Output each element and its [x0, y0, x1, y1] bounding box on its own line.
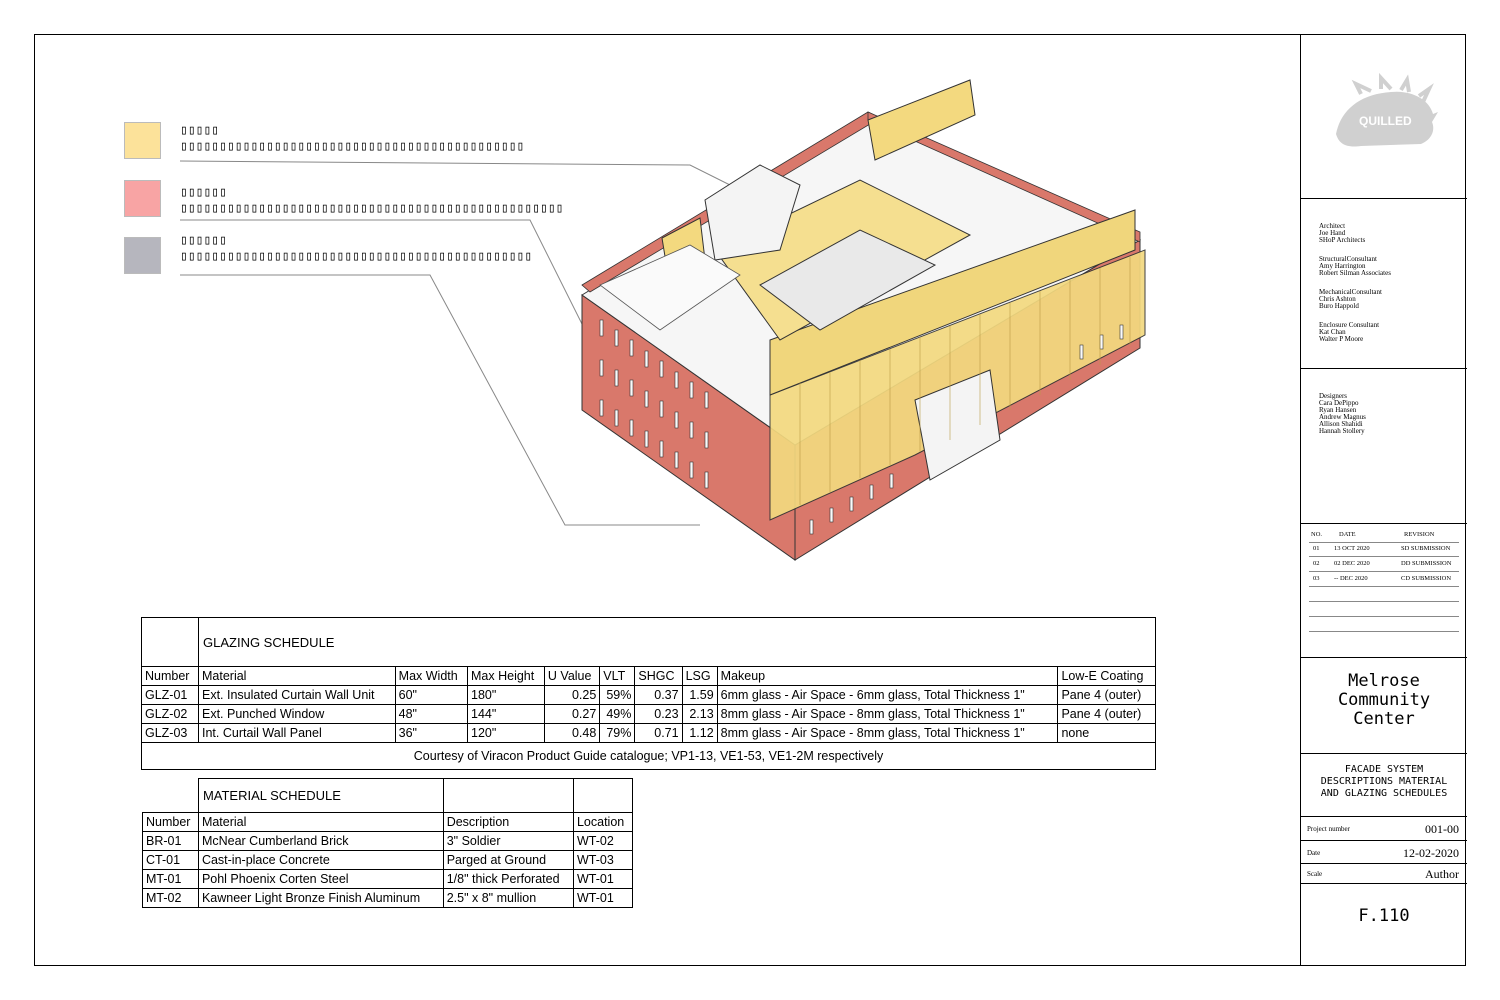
revision-header: DATE — [1339, 531, 1356, 538]
table-cell: 0.71 — [635, 724, 682, 743]
consultant-name: Kat Chan — [1319, 328, 1346, 336]
project-name: Melrose Community Center — [1337, 671, 1431, 729]
designer-name: Ryan Hansen — [1319, 406, 1357, 414]
glazing-schedule-title: GLAZING SCHEDULE — [199, 618, 1156, 667]
table-cell: none — [1058, 724, 1156, 743]
glazing-schedule-table — [141, 617, 1156, 770]
table-cell: 120" — [468, 724, 545, 743]
table-cell: 0.37 — [635, 686, 682, 705]
date-label: Date — [1307, 849, 1321, 857]
sheet-title: FACADE SYSTEM DESCRIPTIONS MATERIAL AND GLAZING SCHEDULES — [1320, 764, 1448, 799]
table-cell: 0.27 — [544, 705, 599, 724]
material-schedule-title: MATERIAL SCHEDULE — [198, 779, 443, 813]
glazing-footnote: Courtesy of Viracon Product Guide catalogue; VP1-13, VE1-53, VE1-2M respectively — [142, 743, 1156, 770]
table-cell: 8mm glass - Air Space - 8mm glass, Total Thickness 1" — [717, 705, 1058, 724]
table-cell: 2.13 — [682, 705, 717, 724]
revision-date: -- DEC 2020 — [1334, 575, 1368, 582]
legend-title: ▯▯▯▯▯ — [180, 123, 220, 138]
consultant-name: Walter P Moore — [1319, 335, 1364, 343]
table-cell: GLZ-02 — [142, 705, 199, 724]
column-header: Material — [199, 667, 396, 686]
consultant-role: MechanicalConsultant — [1319, 288, 1382, 296]
empty-cell — [573, 779, 632, 813]
table-cell: 1.12 — [682, 724, 717, 743]
table-cell: Ext. Punched Window — [199, 705, 396, 724]
table-cell: 0.48 — [544, 724, 599, 743]
legend-title: ▯▯▯▯▯▯ — [180, 233, 227, 248]
table-cell: Parged at Ground — [443, 850, 573, 869]
logo-section — [1301, 34, 1467, 199]
revision-row — [1309, 557, 1459, 572]
revision-desc: SD SUBMISSION — [1401, 545, 1451, 552]
consultant-name: Robert Silman Associates — [1319, 269, 1391, 277]
table-cell: 0.25 — [544, 686, 599, 705]
table-cell: Kawneer Light Bronze Finish Aluminum — [198, 888, 443, 907]
table-row — [142, 705, 1156, 724]
table-cell: MT-02 — [143, 888, 199, 907]
designer-name: Allison Shahidi — [1319, 420, 1363, 428]
table-cell: 49% — [600, 705, 635, 724]
table-row — [143, 831, 633, 850]
table-cell: 36" — [395, 724, 467, 743]
consultant-role: Enclosure Consultant — [1319, 321, 1380, 329]
revision-desc: CD SUBMISSION — [1401, 575, 1452, 582]
consultant-name: SHoP Architects — [1319, 236, 1366, 244]
table-cell: Int. Curtail Wall Panel — [199, 724, 396, 743]
table-cell: 59% — [600, 686, 635, 705]
table-cell: GLZ-01 — [142, 686, 199, 705]
revision-header-row — [1309, 528, 1459, 543]
table-cell: 48" — [395, 705, 467, 724]
table-cell: WT-01 — [573, 869, 632, 888]
column-header: LSG — [682, 667, 717, 686]
scale-row — [1301, 864, 1467, 884]
designer-name: Cara DePippo — [1319, 399, 1359, 407]
revision-no: 02 — [1313, 560, 1320, 567]
table-header-row — [142, 667, 1156, 686]
consultant-name: Chris Ashton — [1319, 295, 1356, 303]
table-cell: 0.23 — [635, 705, 682, 724]
table-cell: 6mm glass - Air Space - 6mm glass, Total Thickness 1" — [717, 686, 1058, 705]
column-header: Description — [443, 812, 573, 831]
project-number-row — [1301, 817, 1467, 841]
leader-line — [180, 161, 760, 200]
revision-no: 01 — [1313, 545, 1320, 552]
legend-desc: ▯▯▯▯▯▯▯▯▯▯▯▯▯▯▯▯▯▯▯▯▯▯▯▯▯▯▯▯▯▯▯▯▯▯▯▯▯▯▯▯▯▯▯▯▯▯▯▯▯ — [180, 201, 564, 216]
table-row — [142, 686, 1156, 705]
consultant-role: StructuralConsultant — [1319, 255, 1377, 263]
revision-date: 13 OCT 2020 — [1334, 545, 1370, 552]
legend-title: ▯▯▯▯▯▯ — [180, 185, 227, 200]
schedule-corner-cell — [142, 618, 199, 667]
material-schedule-table — [142, 778, 633, 908]
scale-label: Scale — [1307, 870, 1323, 878]
table-row — [143, 888, 633, 907]
column-header: Low-E Coating — [1058, 667, 1156, 686]
table-cell: 60" — [395, 686, 467, 705]
table-cell: Ext. Insulated Curtain Wall Unit — [199, 686, 396, 705]
column-header: Max Height — [468, 667, 545, 686]
designers-label: Designers — [1319, 392, 1347, 400]
table-row — [142, 724, 1156, 743]
consultant-name: Joe Hand — [1319, 229, 1346, 237]
column-header: Max Width — [395, 667, 467, 686]
column-header: Makeup — [717, 667, 1058, 686]
sheet-title-section — [1301, 754, 1467, 817]
consultant-role: Architect — [1319, 222, 1346, 230]
table-cell: Pohl Phoenix Corten Steel — [198, 869, 443, 888]
consultant-name: Amy Harrington — [1319, 262, 1366, 270]
column-header: U Value — [544, 667, 599, 686]
designer-name: Hannah Stollery — [1319, 427, 1365, 435]
table-cell: 1/8" thick Perforated — [443, 869, 573, 888]
column-header: VLT — [600, 667, 635, 686]
table-row — [143, 850, 633, 869]
empty-cell — [443, 779, 573, 813]
sheet-number: F.110 — [1358, 906, 1410, 926]
logo-text: QUILLED — [1359, 114, 1412, 128]
consultant-name: Buro Happold — [1319, 302, 1359, 310]
column-header: Number — [142, 667, 199, 686]
table-cell: 2.5" x 8" mullion — [443, 888, 573, 907]
revision-date: 02 DEC 2020 — [1334, 560, 1370, 567]
leader-line — [180, 220, 610, 380]
legend-desc: ▯▯▯▯▯▯▯▯▯▯▯▯▯▯▯▯▯▯▯▯▯▯▯▯▯▯▯▯▯▯▯▯▯▯▯▯▯▯▯▯▯▯▯▯▯ — [180, 249, 533, 264]
table-cell: 3" Soldier — [443, 831, 573, 850]
table-cell: BR-01 — [143, 831, 199, 850]
revision-row — [1309, 542, 1459, 557]
date-value: 12-02-2020 — [1403, 846, 1459, 860]
consultants-section — [1301, 199, 1467, 369]
revision-row-empty — [1309, 602, 1459, 617]
table-cell: Pane 4 (outer) — [1058, 705, 1156, 724]
revision-row-empty — [1309, 617, 1459, 632]
column-header: Location — [573, 812, 632, 831]
table-cell: MT-01 — [143, 869, 199, 888]
table-cell: WT-03 — [573, 850, 632, 869]
table-cell: Pane 4 (outer) — [1058, 686, 1156, 705]
table-header-row — [143, 812, 633, 831]
table-cell: GLZ-03 — [142, 724, 199, 743]
designers-section — [1301, 369, 1467, 524]
title-block — [1300, 34, 1466, 966]
designer-name: Andrew Magnus — [1319, 413, 1366, 421]
table-cell: 8mm glass - Air Space - 8mm glass, Total Thickness 1" — [717, 724, 1058, 743]
project-number-label: Project number — [1307, 825, 1350, 833]
table-cell: 1.59 — [682, 686, 717, 705]
column-header: Material — [198, 812, 443, 831]
table-cell: 144" — [468, 705, 545, 724]
date-row — [1301, 841, 1467, 864]
table-row — [143, 869, 633, 888]
table-cell: WT-01 — [573, 888, 632, 907]
revision-header: REVISION — [1404, 531, 1435, 538]
revision-section — [1301, 524, 1467, 658]
table-cell: WT-02 — [573, 831, 632, 850]
column-header: SHGC — [635, 667, 682, 686]
table-cell: McNear Cumberland Brick — [198, 831, 443, 850]
table-cell: Cast-in-place Concrete — [198, 850, 443, 869]
revision-header: NO. — [1311, 531, 1323, 538]
table-cell: CT-01 — [143, 850, 199, 869]
scale-value: Author — [1425, 867, 1459, 881]
revision-no: 03 — [1313, 575, 1320, 582]
project-number: 001-00 — [1425, 822, 1459, 836]
revision-desc: DD SUBMISSION — [1401, 560, 1452, 567]
project-name-section — [1301, 658, 1467, 754]
revision-row — [1309, 572, 1459, 587]
table-cell: 79% — [600, 724, 635, 743]
table-cell: 180" — [468, 686, 545, 705]
column-header: Number — [143, 812, 199, 831]
revision-row-empty — [1309, 587, 1459, 602]
legend-desc: ▯▯▯▯▯▯▯▯▯▯▯▯▯▯▯▯▯▯▯▯▯▯▯▯▯▯▯▯▯▯▯▯▯▯▯▯▯▯▯▯▯▯▯▯ — [180, 139, 525, 154]
schedule-corner-cell — [143, 779, 199, 813]
